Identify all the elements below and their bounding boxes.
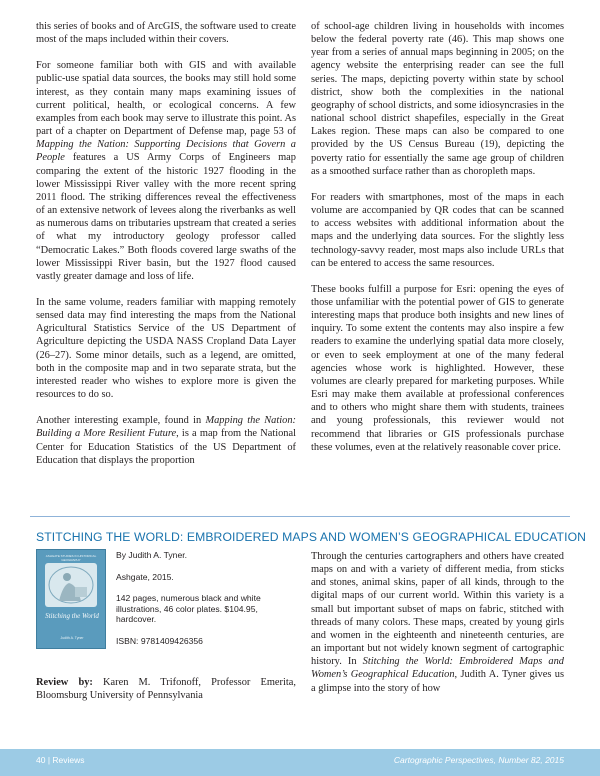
book-author: By Judith A. Tyner.	[116, 550, 188, 560]
embroidery-figure-icon	[45, 563, 97, 607]
cover-series: ASHGATE STUDIES IN HISTORICAL GEOGRAPHY	[45, 554, 97, 562]
paragraph: In the same volume, readers familiar with mapping remotely sensed data may find interesting the maps from the National Agricultural Statistics Service of the US Department of Agriculture depicting the USDA NASS Cropland Data Layer (26–27). Some minor details, such as a legend, are omitted, both in the composite map and in two separate strata, but the interested reader who wishes to explore more is given the resources to do so.	[36, 296, 296, 401]
reviewer-label: Review by:	[36, 677, 93, 688]
paragraph: Another interesting example, found in Mapping the Nation: Building a More Resilient Future, is a map from the National Center for Education Statistics of the US Department of Education that displays the proportion	[36, 415, 296, 466]
cover-title: Stitching the World	[45, 612, 99, 620]
right-column	[311, 20, 564, 467]
reviewer-credit	[36, 676, 296, 702]
paragraph: of school-age children living in households with incomes below the federal poverty rate (46). This map shows one year from a series of annual maps beginning in 2005; on the agency website the enterprising reader can see the full series. The maps, depicting poverty within state by school district, show both the complexities in the national geography of school districts, and some idiosyncrasies in the national school district shapefiles, especially in the Great Lakes region. These maps can also be compared to one provided by the US Census Bureau (19), depicting the poverty ratio for essentially the same age group of children as a smoothed surface rather than as choropleth maps.	[311, 21, 564, 177]
paragraph: Through the centuries cartographers and others have created maps on and with a variety of different media, from sticks and stones, animal skins, paper of all kinds, through to the digital maps of our current world. Within this variety is a small but important subset of maps on fabric, stitched with threads of many colors. These maps, created by young girls and women in the eighteenth and nineteenth centuries, are an important but not widely known segment of cartographic history. In Stitching the World: Embroidered Maps and Women’s Geographical Education, Judith A. Tyner gives us a glimpse into the story of how	[311, 551, 565, 694]
review-column	[311, 550, 564, 708]
journal-citation: Cartographic Perspectives, Number 82, 2015	[393, 755, 564, 765]
cover-author: Judith A. Tyner	[60, 636, 84, 640]
book-details	[116, 550, 291, 657]
paragraph: this series of books and of ArcGIS, the software used to create most of the maps included within their covers.	[36, 21, 296, 46]
book-title-italic: Mapping the Nation: Supporting Decisions that Govern a People	[36, 139, 296, 164]
reviewer-name: Karen M. Trifonoff, Professor Emerita, Bloomsburg University of Pennsylvania	[36, 677, 296, 702]
book-cover-image	[36, 549, 106, 649]
book-physical-details: 142 pages, numerous black and white illustrations, 46 color plates. $104.95, hardcover.	[116, 593, 261, 624]
book-title-italic: Stitching the World: Embroidered Maps and Women’s Geographical Education	[311, 656, 565, 681]
book-title-italic: Mapping the Nation: Building a More Resilient Future	[36, 415, 296, 440]
section-title: STITCHING THE WORLD: EMBROIDERED MAPS AND WOMEN’S GEOGRAPHICAL EDUCATION	[36, 530, 587, 544]
book-isbn: ISBN: 9781409426356	[116, 635, 203, 646]
section-divider	[30, 516, 570, 517]
paragraph: For someone familiar both with GIS and with available public-use spatial data sources, the books may still hold some interest, as they contain many maps examining issues of current political, health, or ecological concerns. A few examples from each book may serve to illustrate this point. As part of a chapter on Department of Defense map, page 53 of Mapping the Nation: Supporting Decisions that Govern a People features a US Army Corps of Engineers map comparing the extent of the historic 1927 flooding in the lower Mississippi River valley with the more recent spring 2011 flood. The striking differences reveal the effectiveness of an extensive network of levees along the riverbanks as well as numerous dams on tributaries upstream that created a series of what my introductory geology professor called “Democratic Lakes.” Both floods covered large swaths of the lower Mississippi River basin, but the 1927 flood caused vastly greater damage and loss of life.	[36, 60, 296, 282]
paragraph: These books fulfill a purpose for Esri: opening the eyes of those unfamiliar with the potential power of GIS to generate interesting maps that produce both insights and new lines of inquiry. To some extent the contents may also inspire a few readers to examine the underlying spatial data more closely, or even to seek employment at one of the many federal agencies whose work is highlighted. However, these volumes are clearly prepared for marketing purposes. While Esri may make them available at professional conferences and to others who might share them with students, trainees and young professionals, this reviewer would not recommend that libraries or GIS professionals purchase these volumes, even at the relatively reasonable cover price.	[311, 283, 564, 453]
book-publisher: Ashgate, 2015.	[116, 571, 174, 582]
cover-illustration	[45, 563, 97, 607]
left-column	[36, 20, 296, 480]
page-number: 40 | Reviews	[36, 755, 85, 765]
paragraph: For readers with smartphones, most of the maps in each volume are accompanied by QR codes that can be scanned to access websites with additional information about the maps and the underlying data sources. For the slightly less technology-savvy reader, most maps also include URLs that can be entered to access the same resources.	[311, 191, 564, 269]
